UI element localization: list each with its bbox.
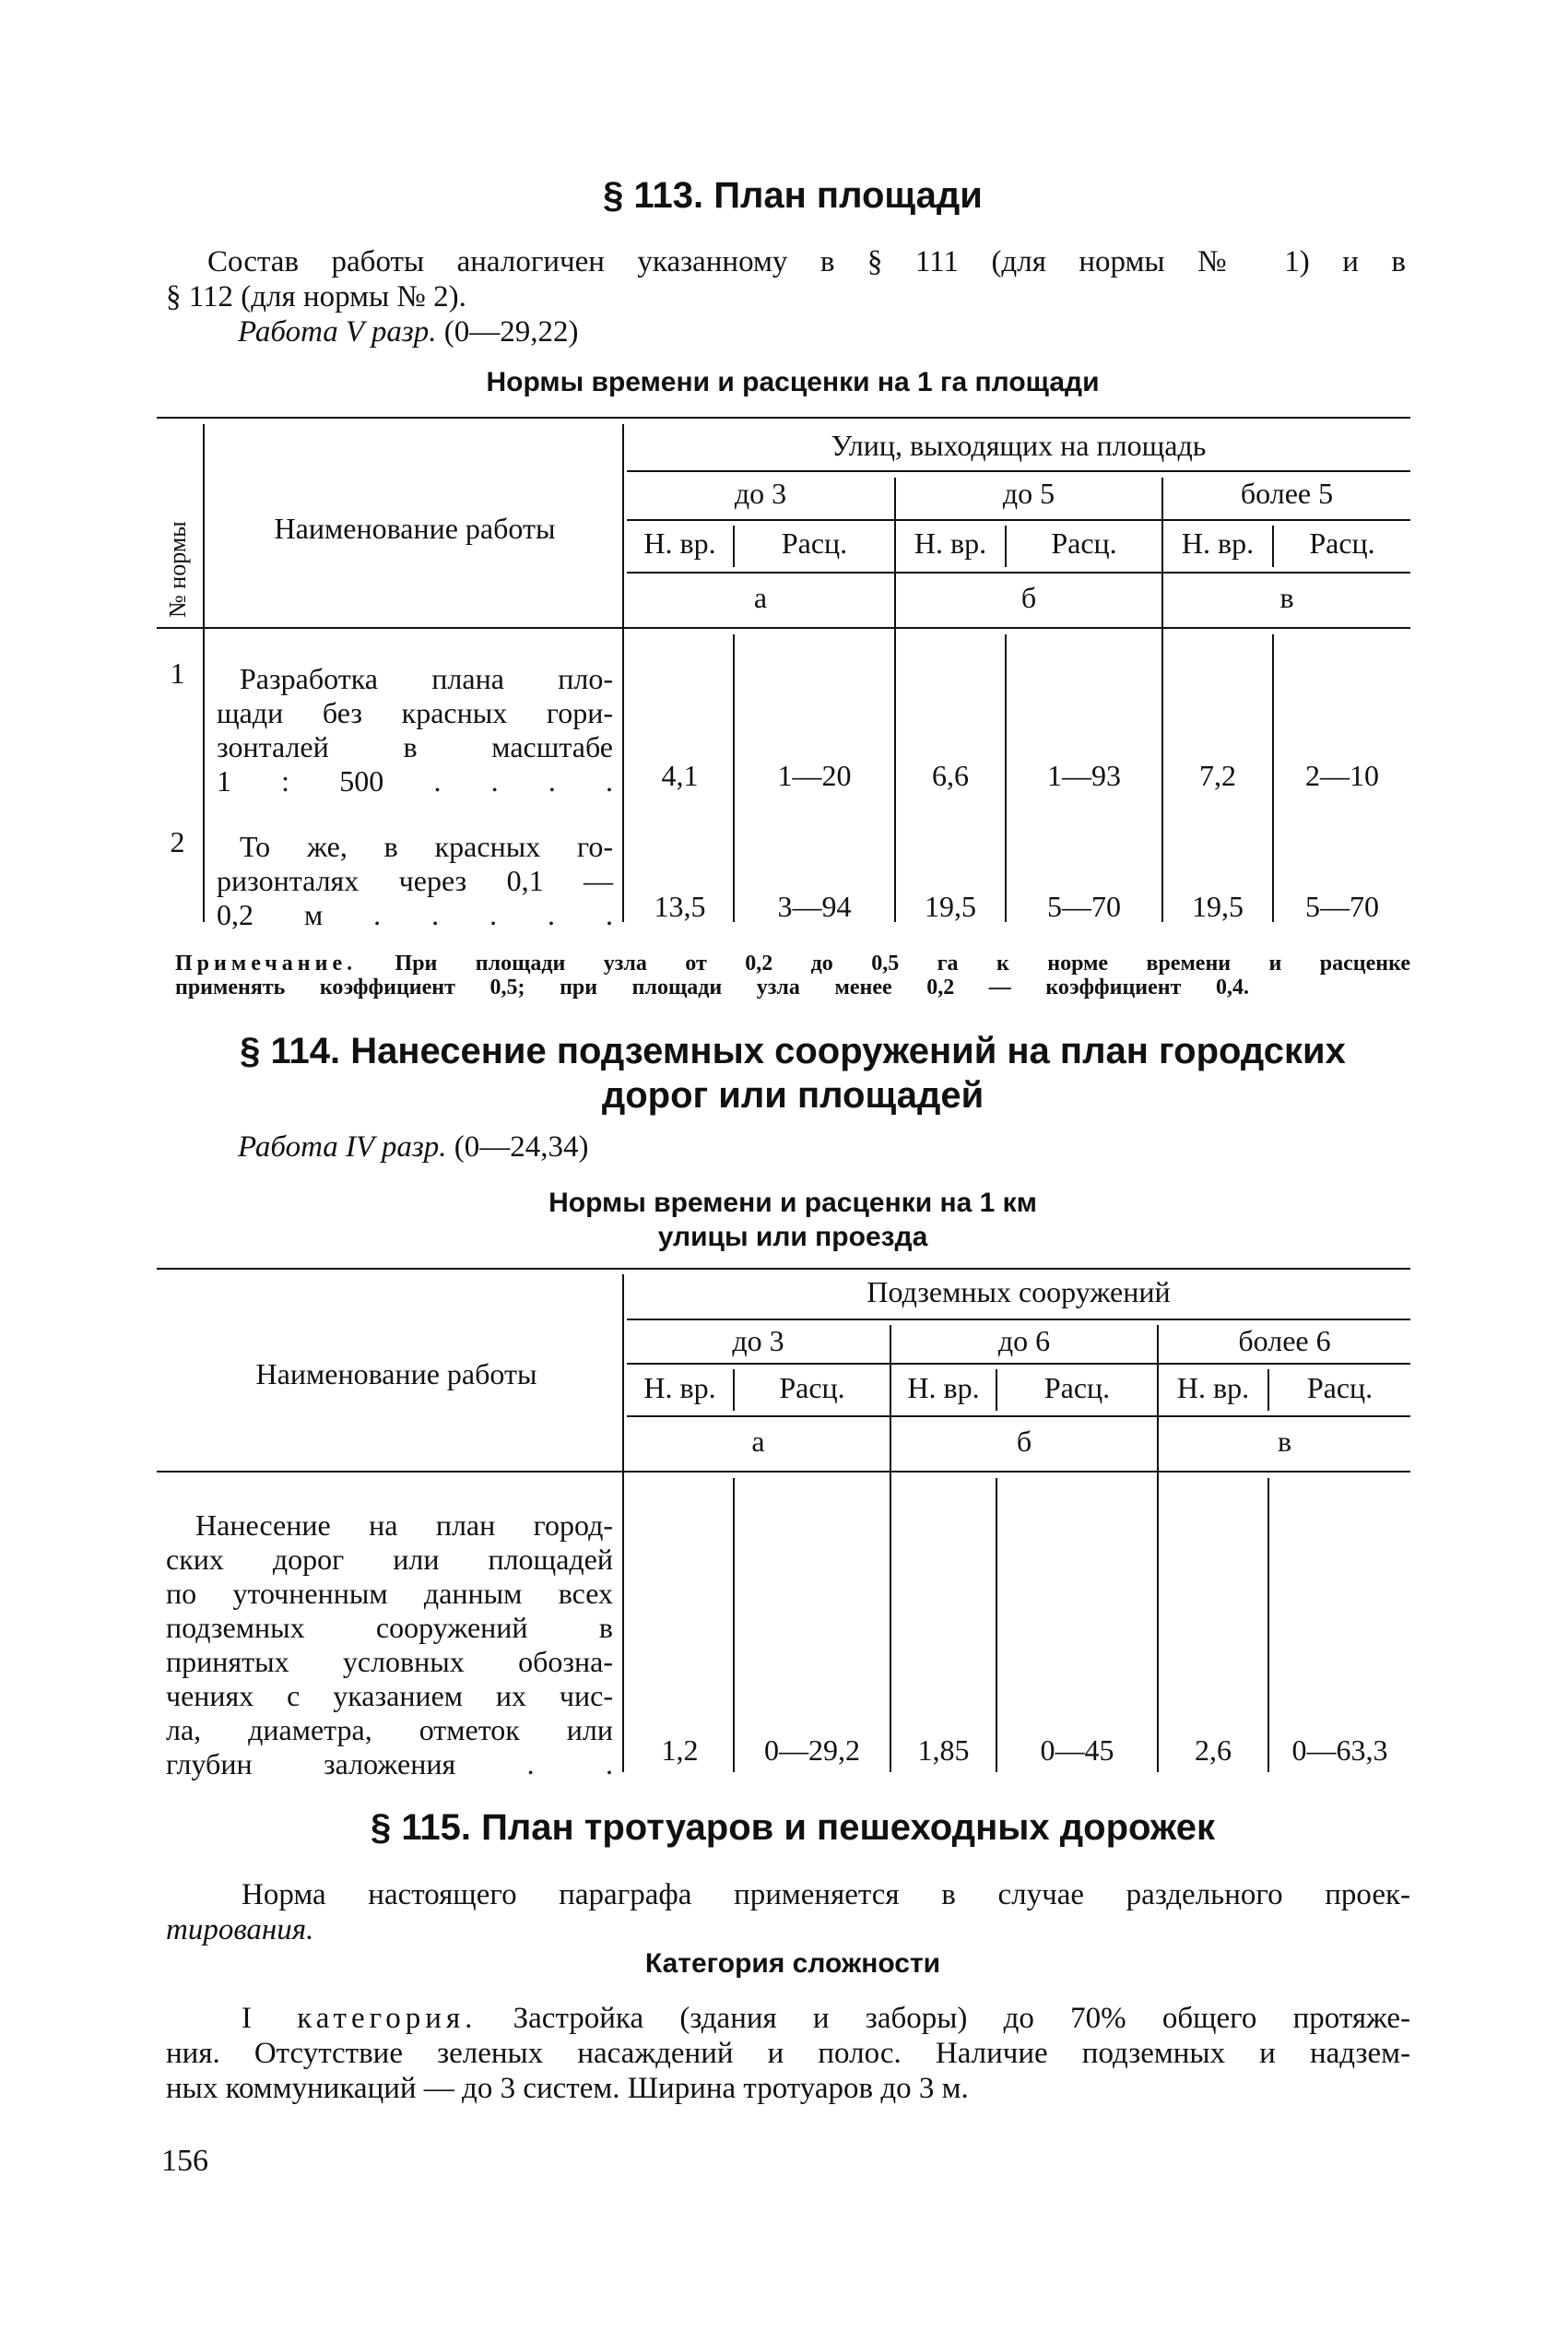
- table-row-work-name: [217, 830, 613, 932]
- column-header-norm-number: № нормы: [164, 521, 191, 618]
- table-rule: [627, 1415, 1410, 1417]
- column-letter: а: [751, 1425, 765, 1458]
- text-line: принятых условных обозна-: [166, 1645, 613, 1678]
- section-113-title: § 113. План площади: [603, 175, 983, 216]
- time-value: 19,5: [1192, 890, 1244, 923]
- subheader-rate: Расц.: [1051, 526, 1117, 560]
- time-value: 4,1: [661, 759, 699, 792]
- section-115-title: § 115. План тротуаров и пешеходных дорожек: [370, 1807, 1216, 1848]
- time-value: 7,2: [1199, 759, 1236, 792]
- subheader-time: Н. вр.: [907, 1371, 980, 1404]
- section-113-paragraph-line2: § 112 (для нормы № 2).: [166, 280, 466, 313]
- section-115-paragraph-line2: тирования.: [166, 1913, 314, 1946]
- time-value: 1,85: [917, 1733, 970, 1767]
- group-header: более 6: [1238, 1324, 1331, 1357]
- table-rule: [157, 1268, 1410, 1270]
- time-value: 6,6: [932, 759, 969, 792]
- column-letter: б: [1016, 1425, 1032, 1458]
- time-value: 2,6: [1195, 1733, 1232, 1767]
- work-rate: (0—24,34): [454, 1130, 589, 1164]
- work-rank: Работа V разр.: [238, 315, 437, 349]
- category-label: I категория.: [242, 2002, 477, 2035]
- column-letter: в: [1279, 581, 1294, 614]
- subheader-rate: Расц.: [1306, 1371, 1373, 1404]
- subheader-time: Н. вр.: [643, 526, 716, 560]
- row-number: 1: [170, 656, 185, 690]
- subheader-time: Н. вр.: [914, 526, 987, 560]
- group-header: до 6: [997, 1324, 1051, 1357]
- time-value: 13,5: [654, 890, 706, 923]
- note-label: Примечание.: [175, 952, 358, 976]
- table-rule: [627, 519, 1410, 521]
- text-line: ризонталях через 0,1 —: [217, 864, 613, 897]
- table-rule: [622, 424, 624, 922]
- text-line: зонталей в масштабе: [217, 730, 613, 763]
- note-text: При площади узла от 0,2 до 0,5 га к норме времени и расценке: [395, 952, 1411, 976]
- column-header-work-name: Наименование работы: [255, 1357, 537, 1390]
- text-line: чениях с указанием их чис-: [166, 1679, 613, 1712]
- subheader-rate: Расц.: [1309, 526, 1375, 560]
- table-rule: [157, 417, 1410, 419]
- column-letter: б: [1020, 581, 1037, 614]
- table-rule: [622, 1274, 624, 1772]
- section-113-table-caption: Нормы времени и расценки на 1 га площади: [486, 367, 1100, 397]
- table-rule: [203, 424, 205, 922]
- section-115-category-line3: ных коммуникаций — до 3 систем. Ширина тротуаров до 3 м.: [166, 2072, 969, 2105]
- column-letter: а: [753, 581, 768, 614]
- rate-value: 1—20: [777, 759, 852, 792]
- group-header: до 3: [732, 1324, 784, 1357]
- text-line: Разработка плана пло-: [240, 662, 613, 695]
- rate-value: 0—29,2: [764, 1733, 860, 1767]
- section-115-paragraph-line1: Норма настоящего параграфа применяется в случае раздельного проек-: [242, 1878, 1410, 1911]
- rate-value: 0—45: [1040, 1733, 1114, 1767]
- text-line: 0,2 м . . . . .: [217, 898, 613, 931]
- rate-value: 1—93: [1047, 759, 1121, 792]
- section-115-category-line1: [242, 2001, 1410, 2036]
- section-113-work-line: [238, 314, 578, 349]
- column-group-header: Улиц, выходящих на площадь: [831, 429, 1207, 462]
- text-line: То же, в красных го-: [240, 830, 613, 863]
- table-row-work-name: [166, 1508, 613, 1781]
- group-header: до 3: [734, 477, 787, 510]
- work-rate: (0—29,22): [443, 315, 579, 349]
- section-115-category-line2: ния. Отсутствие зеленых насаждений и полос. Наличие подземных и надзем-: [166, 2037, 1410, 2070]
- rate-value: 0—63,3: [1291, 1733, 1388, 1767]
- rate-value: 2—10: [1305, 759, 1379, 792]
- table-rule: [157, 1471, 1410, 1473]
- section-113-note-line1: [175, 952, 1410, 976]
- text-line: ских дорог или площадей: [166, 1543, 613, 1576]
- section-113-note-line2: применять коэффициент 0,5; при площади узла менее 0,2 — коэффициент 0,4.: [175, 976, 1249, 999]
- section-114-title-line2: дорог или площадей: [601, 1075, 984, 1116]
- subheader-time: Н. вр.: [1176, 1371, 1250, 1404]
- section-115-subheading: Категория сложности: [644, 1948, 941, 1979]
- text-line: подземных сооружений в: [166, 1611, 613, 1644]
- table-rule: [627, 470, 1410, 472]
- text-line: ла, диаметра, отметок или: [166, 1713, 613, 1746]
- text-line: 1 : 500 . . . .: [217, 764, 613, 798]
- subheader-rate: Расц.: [1043, 1371, 1111, 1404]
- subheader-rate: Расц.: [781, 526, 848, 560]
- text-line: Нанесение на план город-: [195, 1508, 613, 1542]
- section-114-work-line: [238, 1130, 588, 1165]
- rate-value: 5—70: [1047, 890, 1121, 923]
- category-text: Застройка (здания и заборы) до 70% общего протяже-: [513, 2002, 1411, 2035]
- table-rule: [1267, 1478, 1269, 1772]
- table-rule: [996, 1478, 997, 1772]
- section-114-table-caption-line1: Нормы времени и расценки на 1 км: [548, 1188, 1037, 1218]
- rate-value: 3—94: [777, 890, 852, 923]
- table-row-work-name: [217, 662, 613, 798]
- column-group-header: Подземных сооружений: [867, 1275, 1171, 1308]
- column-letter: в: [1277, 1425, 1292, 1458]
- subheader-time: Н. вр.: [1181, 526, 1255, 560]
- time-value: 1,2: [661, 1733, 699, 1767]
- work-rank: Работа IV разр.: [238, 1130, 447, 1164]
- text-line: по уточненным данным всех: [166, 1577, 613, 1610]
- text-line: глубин заложения . .: [166, 1747, 613, 1780]
- subheader-rate: Расц.: [779, 1371, 845, 1404]
- text-line: щади без красных гори-: [217, 696, 613, 729]
- section-114-title-line1: § 114. Нанесение подземных сооружений на план городских: [240, 1031, 1346, 1071]
- column-header-work-name: Наименование работы: [274, 512, 556, 545]
- table-rule: [627, 572, 1410, 574]
- group-header: до 5: [1002, 477, 1055, 510]
- subheader-time: Н. вр.: [643, 1371, 716, 1404]
- table-rule: [627, 1319, 1410, 1320]
- rate-value: 5—70: [1305, 890, 1379, 923]
- section-113-paragraph-line1: Состав работы аналогичен указанному в § 111 (для нормы № 1) и в: [207, 245, 1406, 278]
- row-number: 2: [170, 825, 185, 858]
- table-rule: [627, 1363, 1410, 1365]
- group-header: более 5: [1240, 477, 1334, 510]
- table-rule: [157, 627, 1410, 629]
- table-rule: [733, 1478, 735, 1772]
- section-114-table-caption-line2: улицы или проезда: [657, 1222, 928, 1252]
- page-number: 156: [161, 2144, 208, 2178]
- time-value: 19,5: [925, 890, 976, 923]
